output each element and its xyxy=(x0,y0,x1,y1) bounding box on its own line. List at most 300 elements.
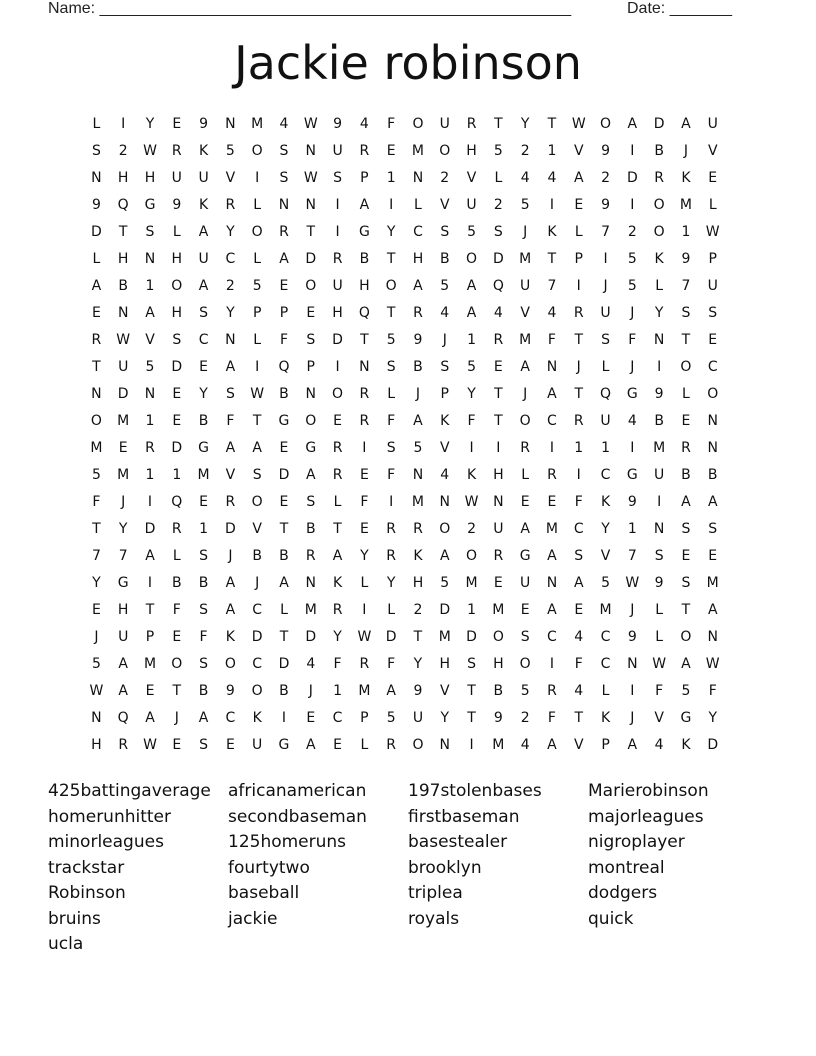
page-title: Jackie robinson xyxy=(234,36,582,90)
word-bank-item: brooklyn xyxy=(408,857,482,878)
grid-letter: B xyxy=(198,575,209,591)
grid-letter: M xyxy=(90,440,103,456)
grid-letter: H xyxy=(171,251,183,267)
grid-letter: F xyxy=(628,332,637,348)
grid-letter: R xyxy=(225,494,236,510)
word-search-grid xyxy=(83,111,726,759)
grid-letter: N xyxy=(91,386,102,402)
grid-letter: R xyxy=(91,332,102,348)
grid-letter: J xyxy=(228,548,233,564)
header xyxy=(48,0,748,20)
grid-letter: M xyxy=(653,440,666,456)
grid-letter: C xyxy=(600,629,611,645)
grid-letter: E xyxy=(172,629,182,645)
grid-letter: 1 xyxy=(145,467,155,483)
grid-letter: 7 xyxy=(91,548,101,564)
grid-letter: U xyxy=(493,521,504,537)
grid-letter: L xyxy=(655,278,664,294)
grid-letter: H xyxy=(117,170,129,186)
grid-letter: R xyxy=(573,305,584,321)
grid-letter: 7 xyxy=(118,548,128,564)
grid-letter: E xyxy=(172,386,182,402)
grid-letter: J xyxy=(630,602,635,618)
grid-letter: D xyxy=(278,656,290,672)
grid-letter: I xyxy=(362,440,367,456)
grid-letter: 5 xyxy=(627,278,637,294)
grid-letter: A xyxy=(118,683,128,699)
grid-letter: N xyxy=(91,710,102,726)
grid-letter: G xyxy=(117,575,129,591)
grid-letter: D xyxy=(492,251,504,267)
grid-letter: H xyxy=(117,251,129,267)
grid-letter: O xyxy=(385,278,397,294)
grid-letter: E xyxy=(574,197,584,213)
grid-letter: I xyxy=(335,224,340,240)
grid-letter: W xyxy=(464,494,479,510)
grid-letter: A xyxy=(145,710,155,726)
grid-letter: 2 xyxy=(440,170,450,186)
grid-letter: A xyxy=(386,683,396,699)
grid-letter: D xyxy=(171,359,183,375)
word-bank-item: trackstar xyxy=(48,857,125,878)
grid-letter: Y xyxy=(360,548,369,564)
grid-letter: U xyxy=(412,710,424,726)
grid-letter: O xyxy=(519,656,531,672)
grid-letter: K xyxy=(681,170,691,186)
grid-letter: G xyxy=(198,440,210,456)
grid-letter: 1 xyxy=(681,224,691,240)
grid-letter: Y xyxy=(467,386,476,402)
word-bank-item: basestealer xyxy=(408,832,508,852)
grid-letter: I xyxy=(147,575,153,591)
grid-letter: E xyxy=(708,332,718,348)
grid-letter: O xyxy=(305,413,317,429)
grid-letter: I xyxy=(389,494,394,510)
grid-letter: 2 xyxy=(601,170,610,186)
grid-letter: A xyxy=(305,737,316,753)
grid-letter: R xyxy=(305,548,316,564)
grid-letter: E xyxy=(359,467,369,483)
grid-letter: S xyxy=(708,521,718,537)
grid-letter: J xyxy=(415,386,421,402)
grid-letter: T xyxy=(306,224,316,240)
grid-letter: E xyxy=(306,710,316,726)
grid-letter: I xyxy=(630,197,635,213)
name-field[interactable]: Name: _____________________________________________________ xyxy=(48,0,572,17)
grid-letter: E xyxy=(199,359,209,375)
word-bank-item: Marierobinson xyxy=(588,781,709,801)
grid-letter: K xyxy=(547,224,557,240)
grid-letter: V xyxy=(466,170,477,186)
grid-letter: G xyxy=(680,710,692,726)
grid-letter: P xyxy=(601,737,610,753)
grid-letter: U xyxy=(198,251,209,267)
grid-letter: H xyxy=(493,656,504,672)
grid-letter: V xyxy=(439,197,450,213)
word-bank-item: africanamerican xyxy=(228,781,367,801)
grid-letter: L xyxy=(387,602,396,618)
grid-letter: D xyxy=(251,629,263,645)
grid-letter: D xyxy=(91,224,102,240)
grid-letter: 9 xyxy=(413,683,423,699)
grid-letter: C xyxy=(252,656,263,672)
grid-letter: W xyxy=(303,116,318,132)
grid-letter: A xyxy=(413,413,423,429)
grid-letter: E xyxy=(172,737,182,753)
grid-letter: Y xyxy=(386,575,396,591)
grid-letter: F xyxy=(92,494,101,510)
grid-letter: M xyxy=(197,467,210,483)
grid-letter: J xyxy=(94,629,99,645)
grid-letter: G xyxy=(519,548,531,564)
grid-letter: 2 xyxy=(118,143,128,159)
grid-letter: V xyxy=(252,521,262,537)
grid-letter: C xyxy=(225,251,236,267)
grid-letter: O xyxy=(251,224,263,240)
grid-letter: Y xyxy=(520,116,530,132)
grid-letter: Y xyxy=(601,521,610,537)
grid-letter: R xyxy=(547,683,557,699)
grid-letter: 9 xyxy=(199,116,209,132)
grid-letter: L xyxy=(574,224,583,240)
grid-letter: Y xyxy=(145,116,155,132)
grid-letter: A xyxy=(520,521,530,537)
grid-letter: K xyxy=(252,710,262,726)
grid-letter: G xyxy=(144,197,156,213)
grid-letter: L xyxy=(172,548,181,564)
grid-letter: U xyxy=(332,278,343,294)
grid-letter: C xyxy=(707,359,718,375)
grid-letter: N xyxy=(707,413,718,429)
grid-letter: E xyxy=(386,143,396,159)
grid-letter: B xyxy=(198,683,209,699)
grid-letter: M xyxy=(519,332,532,348)
grid-letter: N xyxy=(627,656,638,672)
grid-letter: F xyxy=(279,332,288,348)
grid-letter: I xyxy=(549,440,555,456)
grid-letter: Y xyxy=(118,521,128,537)
grid-letter: 1 xyxy=(467,332,477,348)
grid-letter: G xyxy=(626,467,638,483)
grid-letter: L xyxy=(92,251,101,267)
grid-letter: Y xyxy=(386,224,396,240)
grid-letter: S xyxy=(279,170,289,186)
grid-letter: H xyxy=(439,656,451,672)
grid-letter: V xyxy=(225,467,236,483)
grid-letter: S xyxy=(520,629,530,645)
grid-letter: 9 xyxy=(493,710,503,726)
grid-letter: B xyxy=(654,413,664,429)
grid-letter: Q xyxy=(358,305,370,321)
word-bank-item: secondbaseman xyxy=(228,806,367,827)
grid-letter: D xyxy=(171,440,183,456)
grid-letter: 5 xyxy=(225,143,235,159)
grid-letter: L xyxy=(601,683,610,699)
grid-letter: W xyxy=(571,116,586,132)
grid-letter: D xyxy=(439,602,451,618)
grid-letter: L xyxy=(360,737,369,753)
grid-letter: I xyxy=(121,116,126,132)
grid-letter: C xyxy=(547,629,557,645)
grid-letter: O xyxy=(171,656,183,672)
grid-letter: T xyxy=(547,116,557,132)
grid-letter: S xyxy=(306,332,316,348)
grid-letter: E xyxy=(493,359,503,375)
grid-letter: B xyxy=(171,575,182,591)
grid-letter: L xyxy=(280,602,288,618)
grid-letter: O xyxy=(680,629,692,645)
grid-letter: M xyxy=(492,737,505,753)
grid-letter: A xyxy=(439,548,450,564)
grid-letter: A xyxy=(198,278,209,294)
word-bank-item: 125homeruns xyxy=(228,832,347,852)
grid-letter: K xyxy=(600,710,611,726)
grid-letter: R xyxy=(386,548,397,564)
grid-letter: G xyxy=(278,737,290,753)
grid-letter: S xyxy=(440,359,450,375)
word-bank-item: 197stolenbases xyxy=(408,781,542,801)
grid-letter: M xyxy=(679,197,692,213)
grid-letter: E xyxy=(547,494,557,510)
grid-letter: L xyxy=(253,332,262,348)
grid-letter: E xyxy=(681,548,691,564)
grid-letter: H xyxy=(144,170,156,186)
grid-letter: 9 xyxy=(172,197,182,213)
grid-letter: L xyxy=(253,251,262,267)
grid-letter: O xyxy=(332,386,344,402)
grid-letter: 5 xyxy=(91,656,101,672)
grid-letter: I xyxy=(630,683,635,699)
grid-letter: 7 xyxy=(681,278,691,294)
grid-letter: A xyxy=(145,305,155,321)
grid-letter: R xyxy=(359,386,370,402)
grid-letter: B xyxy=(252,548,262,564)
grid-letter: 1 xyxy=(547,143,557,159)
grid-letter: A xyxy=(225,440,236,456)
grid-letter: S xyxy=(199,737,209,753)
grid-letter: I xyxy=(630,440,635,456)
grid-letter: M xyxy=(143,656,157,672)
grid-letter: S xyxy=(252,467,262,483)
grid-letter: B xyxy=(305,521,316,537)
grid-letter: T xyxy=(494,116,503,132)
grid-letter: R xyxy=(493,548,504,564)
word-bank xyxy=(48,779,768,958)
grid-letter: 2 xyxy=(520,143,530,159)
grid-letter: B xyxy=(279,548,289,564)
grid-letter: T xyxy=(574,332,584,348)
grid-letter: O xyxy=(251,143,263,159)
grid-letter: 5 xyxy=(252,278,262,294)
grid-letter: C xyxy=(198,332,209,348)
grid-letter: E xyxy=(279,440,289,456)
grid-letter: I xyxy=(630,143,635,159)
grid-letter: E xyxy=(306,305,316,321)
grid-letter: R xyxy=(279,224,289,240)
grid-letter: W xyxy=(143,737,157,753)
grid-letter: I xyxy=(335,197,340,213)
grid-letter: N xyxy=(412,170,424,186)
grid-letter: Q xyxy=(492,278,504,294)
grid-letter: T xyxy=(252,413,262,429)
grid-letter: I xyxy=(469,440,474,456)
grid-letter: I xyxy=(576,467,581,483)
word-bank-item: fourtytwo xyxy=(228,857,310,878)
grid-letter: 4 xyxy=(306,656,316,672)
grid-letter: A xyxy=(520,359,530,375)
grid-letter: Y xyxy=(92,575,101,591)
grid-letter: E xyxy=(520,602,530,618)
grid-letter: F xyxy=(387,116,396,132)
grid-letter: D xyxy=(305,251,317,267)
grid-letter: E xyxy=(91,305,101,321)
grid-letter: I xyxy=(549,197,555,213)
grid-letter: R xyxy=(493,332,504,348)
grid-letter: P xyxy=(708,251,717,267)
grid-letter: O xyxy=(653,197,665,213)
grid-letter: H xyxy=(91,737,102,753)
grid-letter: V xyxy=(707,143,718,159)
grid-letter: N xyxy=(707,629,718,645)
grid-letter: A xyxy=(627,116,638,132)
grid-letter: 5 xyxy=(681,683,691,699)
grid-letter: B xyxy=(413,359,423,375)
grid-letter: R xyxy=(520,440,531,456)
grid-letter: 1 xyxy=(467,602,477,618)
grid-letter: W xyxy=(89,683,104,699)
grid-letter: P xyxy=(440,386,449,402)
word-bank-item: nigroplayer xyxy=(588,832,685,852)
grid-letter: R xyxy=(225,197,236,213)
grid-letter: 5 xyxy=(440,575,450,591)
grid-letter: R xyxy=(573,413,584,429)
grid-letter: D xyxy=(332,332,343,348)
grid-letter: N xyxy=(117,305,129,321)
grid-letter: L xyxy=(92,116,101,132)
grid-letter: 5 xyxy=(386,710,396,726)
grid-letter: G xyxy=(305,440,317,456)
grid-letter: T xyxy=(172,683,182,699)
grid-letter: E xyxy=(333,737,342,753)
grid-letter: T xyxy=(92,359,101,375)
grid-letter: N xyxy=(305,386,317,402)
grid-letter: R xyxy=(466,116,477,132)
grid-letter: 5 xyxy=(145,359,155,375)
grid-letter: K xyxy=(600,494,611,510)
grid-letter: S xyxy=(172,332,182,348)
grid-letter: N xyxy=(144,386,156,402)
grid-letter: F xyxy=(655,683,664,699)
grid-letter: B xyxy=(198,413,209,429)
grid-letter: H xyxy=(117,602,129,618)
grid-letter: 2 xyxy=(627,224,637,240)
grid-letter: J xyxy=(523,224,528,240)
grid-letter: R xyxy=(332,467,343,483)
grid-letter: A xyxy=(707,602,718,618)
grid-letter: 7 xyxy=(601,224,610,240)
grid-letter: T xyxy=(467,683,476,699)
grid-letter: U xyxy=(332,143,343,159)
grid-letter: 9 xyxy=(627,494,637,510)
grid-letter: P xyxy=(574,251,583,267)
grid-letter: I xyxy=(255,359,260,375)
grid-letter: G xyxy=(278,413,290,429)
grid-letter: D xyxy=(224,521,236,537)
grid-letter: A xyxy=(279,575,289,591)
grid-letter: W xyxy=(303,170,318,186)
grid-letter: R xyxy=(145,440,155,456)
grid-letter: G xyxy=(358,224,370,240)
grid-letter: 9 xyxy=(413,332,423,348)
grid-letter: S xyxy=(386,359,396,375)
grid-letter: J xyxy=(121,494,126,510)
grid-letter: T xyxy=(574,386,584,402)
grid-letter: L xyxy=(682,386,690,402)
grid-letter: 4 xyxy=(547,305,557,321)
grid-letter: M xyxy=(706,575,719,591)
grid-letter: Y xyxy=(226,305,235,321)
grid-letter: Y xyxy=(199,386,208,402)
grid-letter: I xyxy=(657,359,662,375)
grid-letter: 9 xyxy=(91,197,101,213)
grid-letter: T xyxy=(92,521,101,537)
grid-letter: J xyxy=(442,332,447,348)
grid-letter: T xyxy=(413,629,423,645)
grid-letter: S xyxy=(199,656,209,672)
grid-letter: A xyxy=(681,656,691,672)
grid-letter: B xyxy=(493,683,504,699)
grid-letter: H xyxy=(171,305,183,321)
grid-letter: U xyxy=(252,737,263,753)
grid-letter: T xyxy=(467,710,476,726)
grid-letter: O xyxy=(171,278,183,294)
grid-letter: L xyxy=(360,575,369,591)
word-bank-item: Robinson xyxy=(48,883,126,903)
grid-letter: I xyxy=(335,359,340,375)
grid-letter: P xyxy=(360,170,369,186)
grid-letter: A xyxy=(279,251,289,267)
grid-letter: T xyxy=(145,602,155,618)
grid-letter: R xyxy=(359,143,370,159)
grid-letter: S xyxy=(654,548,664,564)
grid-letter: 9 xyxy=(654,575,664,591)
word-bank-item: dodgers xyxy=(588,883,658,903)
word-bank-item: quick xyxy=(588,908,634,929)
grid-letter: O xyxy=(466,251,478,267)
grid-letter: E xyxy=(172,413,182,429)
grid-letter: D xyxy=(385,629,397,645)
grid-letter: W xyxy=(625,575,640,591)
grid-letter: N xyxy=(359,359,370,375)
grid-letter: K xyxy=(440,413,450,429)
grid-letter: 4 xyxy=(627,413,637,429)
grid-letter: O xyxy=(680,359,692,375)
grid-letter: J xyxy=(174,710,179,726)
grid-letter: C xyxy=(413,224,423,240)
grid-letter: S xyxy=(493,224,503,240)
grid-letter: 9 xyxy=(601,143,610,159)
grid-letter: R xyxy=(413,521,423,537)
grid-letter: D xyxy=(707,737,719,753)
grid-letter: N xyxy=(225,116,236,132)
grid-letter: W xyxy=(652,656,667,672)
grid-letter: O xyxy=(492,629,504,645)
grid-letter: K xyxy=(654,251,664,267)
date-field[interactable]: Date: _______ xyxy=(627,0,732,17)
grid-letter: S xyxy=(306,494,316,510)
grid-letter: D xyxy=(144,521,156,537)
grid-letter: N xyxy=(707,440,718,456)
